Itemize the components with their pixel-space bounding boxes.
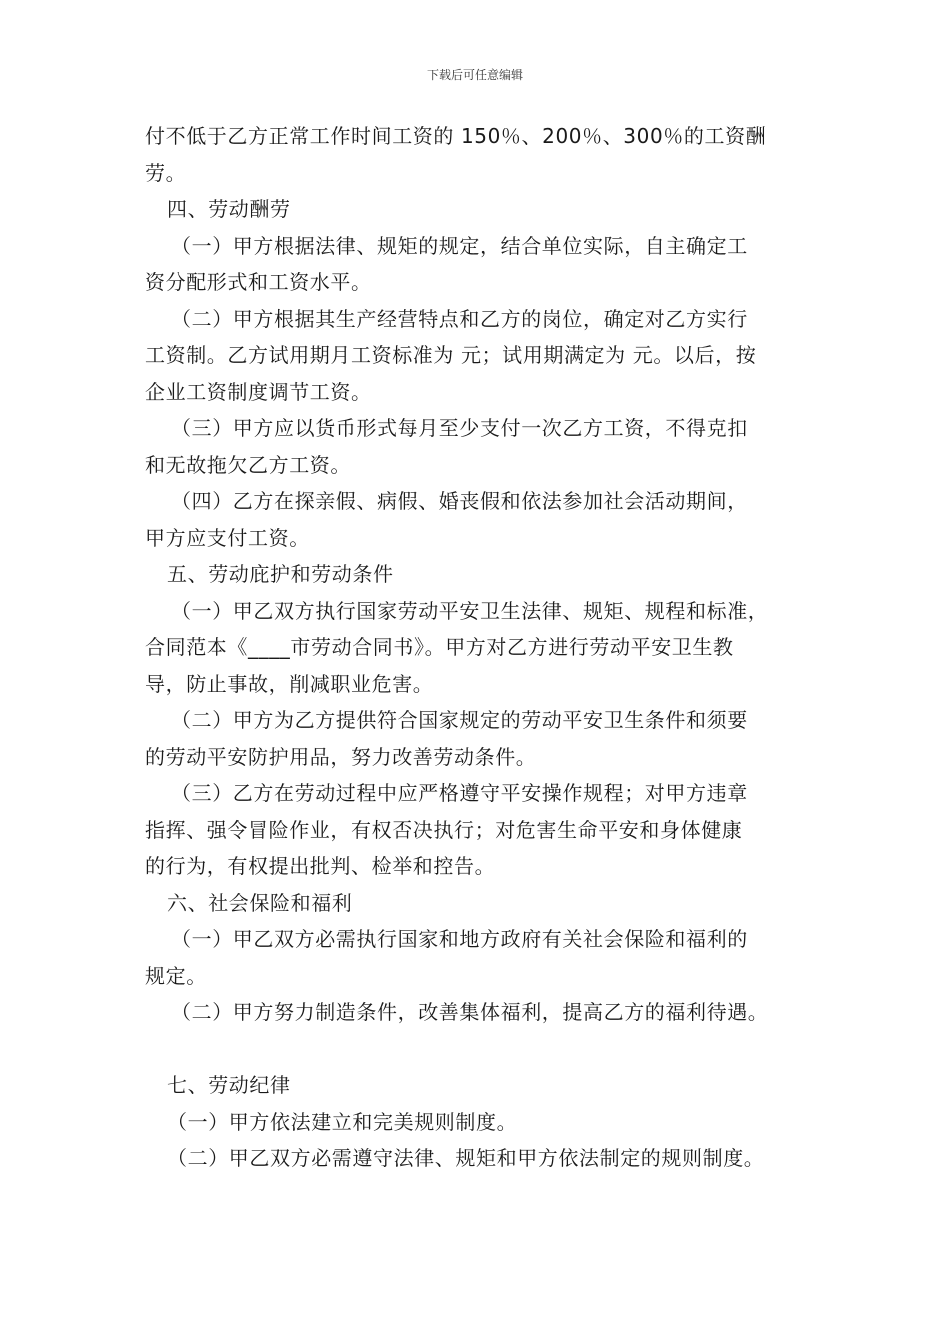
paragraph-line: 资分配形式和工资水平。	[145, 270, 372, 294]
paragraph-line: （一）甲方根据法律、规矩的规定，结合单位实际，自主确定工	[171, 233, 748, 258]
paragraph-line: 的行为，有权提出批判、检举和控告。	[145, 854, 496, 878]
paragraph-line: 规定。	[145, 963, 207, 988]
paragraph-line: 导，防止事故，削减职业危害。	[145, 671, 434, 696]
paragraph-line: （四）乙方在探亲假、病假、婚丧假和依法参加社会活动期间，	[171, 489, 748, 513]
paragraph-line: （三）甲方应以货币形式每月至少支付一次乙方工资，不得克扣	[171, 416, 748, 440]
paragraph-line: 劳。	[145, 160, 187, 185]
paragraph-line: （二）甲方努力制造条件，改善集体福利，提高乙方的福利待遇。	[171, 1000, 769, 1024]
paragraph-line: 的劳动平安防护用品，努力改善劳动条件。	[145, 744, 537, 769]
paragraph-line: （一）甲方依法建立和完美规则制度。	[167, 1109, 518, 1134]
paragraph-line: （一）甲乙双方必需执行国家和地方政府有关社会保险和福利的	[171, 927, 748, 951]
paragraph-line: （二）甲乙双方必需遵守法律、规矩和甲方依法制定的规则制度。	[167, 1146, 765, 1170]
paragraph-line: 指挥、强令冒险作业，有权否决执行；对危害生命平安和身体健康	[145, 817, 743, 842]
section-heading: 四、劳动酬劳	[167, 197, 291, 221]
section-heading: 六、社会保险和福利	[167, 890, 353, 915]
document-header-note: 下载后可任意编辑	[426, 68, 523, 82]
paragraph-line: 合同范本《____市劳动合同书》。甲方对乙方进行劳动平安卫生教	[145, 635, 734, 659]
paragraph-line: （二）甲方为乙方提供符合国家规定的劳动平安卫生条件和须要	[171, 708, 748, 732]
blank-line	[145, 1031, 825, 1068]
section-heading: 七、劳动纪律	[167, 1073, 291, 1097]
paragraph-line: 工资制。乙方试用期月工资标准为 元；试用期满定为 元。以后，按	[145, 343, 757, 367]
paragraph-line: 和无故拖欠乙方工资。	[145, 452, 351, 477]
paragraph-line: （二）甲方根据其生产经营特点和乙方的岗位，确定对乙方实行	[171, 306, 748, 331]
paragraph-line: 企业工资制度调节工资。	[145, 379, 372, 404]
paragraph-line: （三）乙方在劳动过程中应严格遵守平安操作规程；对甲方违章	[171, 781, 748, 805]
paragraph-line: 付不低于乙方正常工作时间工资的 150％、200％、300％的工资酬	[145, 124, 767, 148]
section-heading: 五、劳动庇护和劳动条件	[167, 562, 394, 586]
paragraph-line: 甲方应支付工资。	[145, 525, 310, 550]
paragraph-line: （一）甲乙双方执行国家劳动平安卫生法律、规矩、规程和标准，	[171, 598, 769, 623]
document-body	[145, 118, 825, 1177]
